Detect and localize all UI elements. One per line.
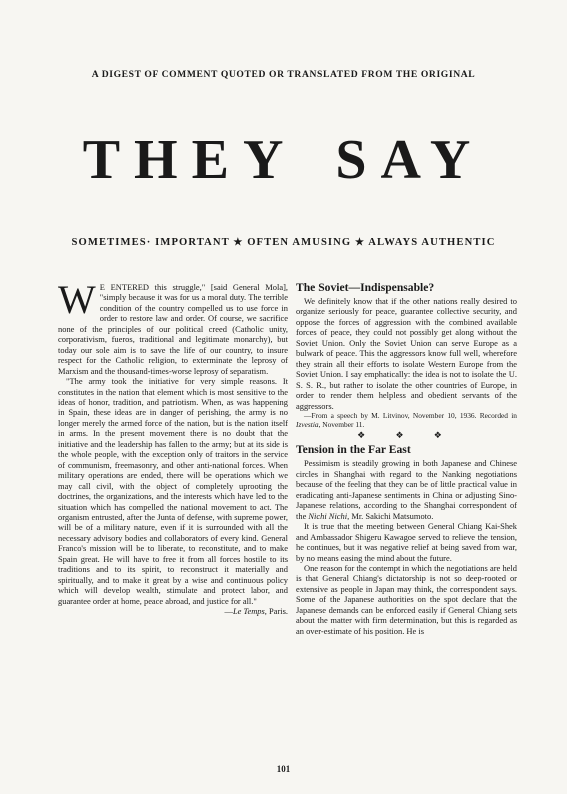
section-title-soviet: The Soviet—Indispensable?: [296, 281, 435, 294]
paragraph-text: Pessimism is steadily growing in both Japanese and Chinese circles in Shanghai with regard to the Nanking negotiations because of the feeling that they can be of little practical value in eradicating anti-Japanese sentiments in China or adjusting Sino-Japanese relations, according to the Shanghai correspondent of the: [296, 458, 517, 521]
tagline: [0, 237, 567, 248]
section-far-east-paragraph-1: [296, 458, 517, 521]
star-icon: ★: [233, 237, 244, 248]
masthead-title: [0, 129, 567, 191]
star-icon: ★: [355, 237, 366, 248]
drop-cap: W: [58, 277, 96, 322]
tagline-part-1: SOMETIMES· IMPORTANT: [71, 237, 230, 248]
section-soviet-source: [296, 411, 517, 429]
paragraph-text: , Mr. Sakichi Matsumoto.: [347, 510, 434, 521]
section-far-east-paragraph-2: It is true that the meeting between General Chiang Kai-Shek and Ambassador Shigeru Kawagoe served to relieve the tension, he continues, but it was negative relief at being saved from war, by no means easing the mind about the future.: [296, 521, 517, 563]
left-column-article: [58, 277, 288, 617]
article-attribution: [58, 606, 288, 616]
right-column-articles: [296, 281, 517, 636]
article-paragraph-2: "The army took the initiative for very simple reasons. It constitutes in the nation that element which is most sensitive to the ideas of honor, tradition, and patriotism. When, as was happening in Spain, these ideas are in danger of perishing, the army is no longer merely the armed force of the nation, but is the nation itself in arms. In the present movement there is no doubt that the initiative and the leadership has fallen to the army; but at its side is the whole people, with the exception only of traitors in the service of communism, freemasonry, and other anti-national forces. When military operations are ended, there will be operations which we may call civil, with the object of completely uprooting the doctrines, the organizations, and the interests which have led to the situation which has compelled the national movement to act. The organism entrusted, after the Junta of defense, with supreme power, will be of a military nature, even if it is surrounded with all the necessary advisory bodies and collaborators of every kind. General Franco's mission will be to liberate, to reconstitute, and to make Spain great. He will have to free it from all forces hostile to its traditions and to its spirit, to reconstruct it materially and spiritually, and to make it great by a wise and continuous policy which will develop wealth, stimulate and protect labor, and guarantee order at home, peace abroad, and justice for all.": [58, 376, 288, 606]
paper-name: Nichi Nichi: [308, 510, 348, 521]
article-paragraph-1-text: E ENTERED this struggle," [said General Mola], "simply because it was for us a moral duty. The terrible condition of the country compelled us to use force in order to restore law and order. Of course, we sacrifice none of the principles of our political creed (Catholic unity, corporativism, fueros, traditional and legitimate monarchy), but today our sole aim is to save the life of our country, to insure respect for the Catholic religion, to exterminate the leprosy of Marxism and the thousand-times-worse leprosy of separatism.: [58, 282, 288, 376]
section-title-far-east: Tension in the Far East: [296, 443, 411, 457]
attribution-place: , Paris.: [264, 606, 288, 617]
attribution-dash: —: [224, 606, 233, 617]
tagline-part-3: ALWAYS AUTHENTIC: [368, 237, 496, 248]
article-paragraph-1: [58, 277, 288, 376]
tagline-part-2: OFTEN AMUSING: [247, 237, 352, 248]
section-far-east-paragraph-3: One reason for the contempt in which the negotiations are held is that General Chiang's dictatorship is not so deep-rooted or extensive as people in Japan may think, the correspondent says. Some of the Japanese authorities on the spot declare that the Japanese demands can be enforced easily if General Chiang sets about the matter with firm determination, but this is regarded as an over-estimate of his position. He is: [296, 562, 517, 636]
source-paper: Izvestia: [296, 419, 319, 429]
masthead-word-say: SAY: [335, 129, 485, 191]
section-divider: ❖ ❖ ❖: [357, 429, 456, 440]
source-text: —From a speech by M. Litvinov, November 10, 1936. Recorded in: [304, 410, 517, 420]
source-date: , November 11.: [318, 419, 365, 429]
attribution-source: Le Temps: [232, 606, 265, 617]
digest-subtitle: A DIGEST OF COMMENT QUOTED OR TRANSLATED FROM THE ORIGINAL: [91, 69, 476, 80]
section-soviet-body: We definitely know that if the other nations really desired to organize seriously for peace, guarantee collective security, and oppose the forces of aggression with the combined available forces of peace, they could not possibly get along without the Soviet Union. Only the Soviet Union can serve Europe as a bulwark of peace. This the aggressors know full well, wherefore they strain all their efforts to isolate Western Europe from the Soviet Union. I say emphatically: the idea is not to isolate the U. S. S. R., but rather to isolate the other countries of Europe, in order to render them helpless and obedient servants of the aggressors.: [296, 296, 517, 411]
masthead-word-they: THEY: [82, 129, 298, 191]
page-number: 101: [276, 764, 291, 774]
